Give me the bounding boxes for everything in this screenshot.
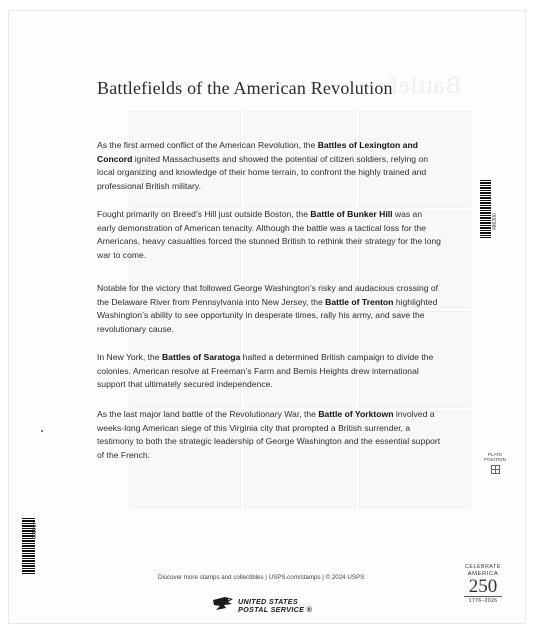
paragraph-text: ignited Massachusetts and showed the potential of citizen soldiers, relying on local organizing and knowledge of their home terrain, to confront the highly trained and professional British military. bbox=[97, 153, 429, 191]
barcode-number: 486300 bbox=[492, 213, 498, 230]
years-label: 1776–2026 bbox=[464, 596, 502, 604]
position-label: POSITION bbox=[484, 457, 506, 463]
battle-name: Battle of Bunker Hill bbox=[310, 209, 393, 219]
paragraph-text: involved a weeks-long American siege of this Virginia city that prompted a British surrender, a testimony to both the strategic leadership of George Washington and the essential support of the French. bbox=[97, 409, 441, 460]
plate-label: PLATE bbox=[487, 452, 503, 457]
usps-name-line-1: UNITED STATES bbox=[238, 597, 298, 606]
page-title: Battlefields of the American Revolution bbox=[97, 78, 393, 98]
plate-position-grid-icon bbox=[491, 465, 500, 474]
paragraph-text: Fought primarily on Breed’s Hill just outside Boston, the bbox=[97, 209, 311, 219]
eagle-icon bbox=[212, 596, 234, 612]
plate-position bbox=[482, 452, 508, 474]
paragraph-text: Notable for the victory that followed George Washington’s risky and audacious crossing of the Delaware River from Pennsylvania into New Jersey, the bbox=[97, 283, 439, 307]
barcode-bars bbox=[480, 180, 491, 238]
celebrate-label: CELEBRATE bbox=[465, 564, 501, 570]
paragraph-yorktown bbox=[97, 408, 442, 462]
paragraph-lexington-concord bbox=[97, 139, 442, 193]
ghost-title-show-through: Battlef bbox=[389, 73, 462, 99]
250-label: 250 bbox=[468, 576, 498, 597]
paragraph-text: halted a determined British campaign to divide the colonies. American resolve at Freeman’s Farm and Bemis Heights drew international support that ultimately secured independence. bbox=[97, 352, 434, 390]
footer-text: Discover more stamps and collectibles | USPS.com/stamps | © 2024 USPS bbox=[158, 574, 365, 581]
barcode-left bbox=[22, 518, 38, 574]
paragraph-text: In New York, the bbox=[97, 352, 162, 362]
paragraph-text: highlighted Washington’s ability to see opportunity in desperate times, rally his army, and save the revolutionary cause. bbox=[97, 296, 438, 334]
paragraph-bunker-hill bbox=[97, 208, 442, 262]
paragraph-text: As the first armed conflict of the American Revolution, the bbox=[97, 140, 318, 150]
battle-name: Battles of Lexington and Concord bbox=[97, 140, 418, 164]
paragraph-trenton bbox=[97, 282, 442, 336]
registration-dot bbox=[41, 430, 43, 432]
paragraph-text: As the last major land battle of the Revolutionary War, the bbox=[97, 409, 319, 419]
battle-name: Battle of Yorktown bbox=[318, 409, 394, 419]
battle-name: Battles of Saratoga bbox=[161, 352, 241, 362]
usps-name-line-2: POSTAL SERVICE ® bbox=[238, 605, 313, 614]
battle-name: Battle of Trenton bbox=[325, 296, 394, 307]
celebrate-america-250-logo bbox=[460, 564, 506, 604]
paragraph-text: was an early demonstration of American tenacity. Although the battle was a tactical loss for the Americans, heavy casualties forced the stunned British to rethink their strategy for the long war to come. bbox=[97, 209, 441, 260]
barcode-right bbox=[480, 180, 496, 238]
barcode-number: 486300 bbox=[30, 522, 36, 539]
paragraph-saratoga bbox=[97, 351, 442, 392]
america-label: AMERICA bbox=[467, 571, 499, 577]
usps-logo bbox=[212, 595, 322, 617]
